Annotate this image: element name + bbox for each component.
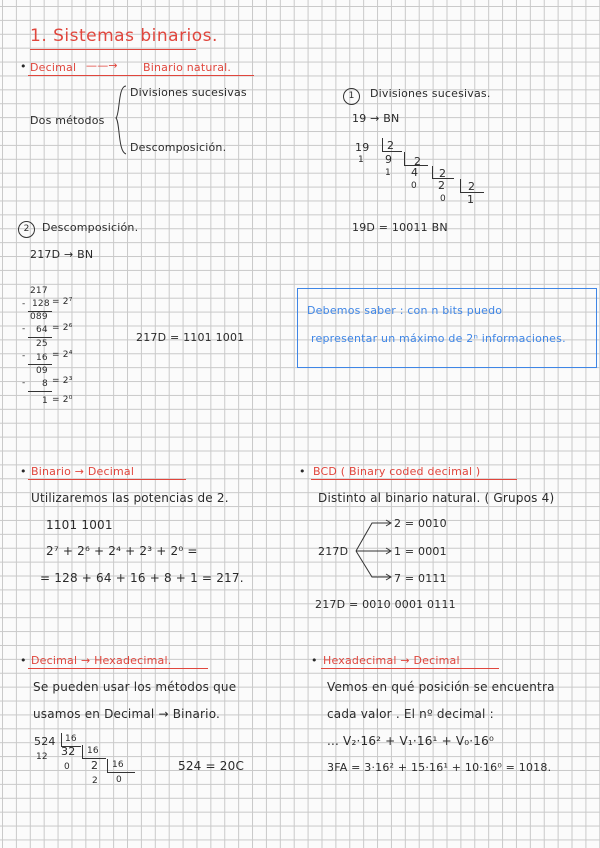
s4-result: 524 = 20C	[178, 759, 245, 773]
div-s1: 2	[387, 139, 395, 152]
s4-heading: Decimal → Hexadecimal.	[31, 654, 172, 667]
div-s3: 2	[439, 167, 447, 180]
desc-089: 089	[30, 312, 48, 322]
div-d3: 4	[411, 166, 419, 179]
page-title: 1. Sistemas binarios.	[30, 26, 218, 46]
desc-pow7: = 2⁷	[52, 297, 73, 307]
s4-bar-v2	[82, 745, 83, 759]
s2-underline	[28, 479, 186, 480]
s5-heading: Hexadecimal → Decimal	[323, 654, 460, 667]
div-d4: 2	[438, 179, 446, 192]
s2-heading: Binario → Decimal	[31, 465, 135, 478]
s3-out-3: 7 = 0111	[394, 572, 447, 585]
s4-q: 0	[116, 775, 122, 785]
s5-line-4: 3FA = 3·16² + 15·16¹ + 10·16⁰ = 1018.	[327, 761, 552, 774]
desc-pow4: = 2⁴	[52, 350, 73, 360]
circle-number-2: 2	[18, 221, 35, 238]
title-underline	[30, 49, 196, 50]
div-d1: 19	[355, 141, 370, 154]
metodo-2: Descomposición.	[130, 141, 227, 154]
div-s4: 2	[468, 180, 476, 193]
s4-r1: 12	[36, 752, 48, 762]
div-s2: 2	[414, 155, 422, 168]
s3-bullet: •	[299, 465, 306, 478]
div-d2: 9	[385, 153, 393, 166]
dos-metodos: Dos métodos	[30, 114, 105, 127]
desc-09: 09	[36, 366, 48, 376]
note-box	[297, 288, 597, 368]
s4-d1: 524	[34, 735, 56, 748]
s5-line-3: ... V₂·16² + V₁·16¹ + V₀·16⁰	[327, 734, 494, 748]
desc-pow0: = 2⁰	[52, 395, 73, 405]
div-bar-v2	[404, 152, 405, 166]
desc-heading: Descomposición.	[42, 221, 139, 234]
circle-number-1: 1	[343, 88, 360, 105]
desc-minus-2: -	[22, 324, 26, 334]
div-q: 1	[467, 193, 475, 206]
desc-example: 217D → BN	[30, 248, 94, 261]
s3-heading: BCD ( Binary coded decimal )	[313, 465, 481, 478]
desc-128: 128	[32, 299, 50, 309]
s5-line-1: Vemos en qué posición se encuentra	[327, 680, 555, 694]
desc-minus-4: -	[22, 378, 26, 388]
s4-d2: 32	[61, 745, 76, 758]
s3-out-1: 2 = 0010	[394, 517, 447, 530]
s1-bullet: •	[20, 60, 27, 73]
div-result: 19D = 10011 BN	[352, 221, 448, 234]
note-line-1: Debemos saber : con n bits puedo	[307, 304, 503, 317]
s5-underline	[321, 668, 499, 669]
div-example: 19 → BN	[352, 112, 400, 125]
metodo-1: Divisiones sucesivas	[130, 86, 247, 99]
s5-bullet: •	[311, 654, 318, 667]
s4-line-1: Se pueden usar los métodos que	[33, 680, 237, 694]
div-bar-h1	[382, 151, 402, 152]
s3-result: 217D = 0010 0001 0111	[315, 598, 456, 611]
s1-arrow: ——→	[86, 59, 118, 72]
s4-r2: 0	[64, 762, 70, 772]
div-r3: 0	[411, 181, 417, 191]
brace	[110, 84, 130, 156]
s2-line-2: 1101 1001	[46, 518, 113, 532]
s4-underline	[28, 668, 208, 669]
desc-minus-1: -	[22, 299, 26, 309]
desc-result: 217D = 1101 1001	[136, 331, 245, 344]
s1-to: Binario natural.	[143, 61, 232, 74]
s4-s1: 16	[65, 734, 77, 744]
s4-bullet: •	[20, 654, 27, 667]
s3-out-2: 1 = 0001	[394, 545, 447, 558]
desc-1: 1	[42, 396, 48, 406]
div-heading: Divisiones sucesivas.	[370, 87, 491, 100]
desc-217: 217	[30, 286, 48, 296]
s3-underline	[311, 479, 517, 480]
s1-underline	[28, 75, 254, 76]
desc-line-2	[28, 337, 52, 338]
div-r2: 1	[385, 168, 391, 178]
div-r4: 0	[440, 194, 446, 204]
s2-line-1: Utilizaremos las potencias de 2.	[31, 491, 229, 505]
div-bar-v1	[382, 138, 383, 152]
desc-pow3: = 2³	[52, 376, 73, 386]
s4-bar-h3	[107, 772, 135, 773]
div-r1: 1	[358, 155, 364, 165]
desc-line-3	[28, 364, 52, 365]
s4-r3: 2	[92, 776, 98, 786]
s3-source: 217D	[318, 545, 349, 558]
note-line-2: representar un máximo de 2ⁿ informaciones.	[311, 332, 566, 345]
s4-line-2: usamos en Decimal → Binario.	[33, 707, 221, 721]
s3-line-1: Distinto al binario natural. ( Grupos 4)	[318, 491, 555, 505]
s2-line-3: 2⁷ + 2⁶ + 2⁴ + 2³ + 2⁰ =	[46, 544, 198, 558]
desc-line-4	[28, 391, 52, 392]
desc-8: 8	[42, 379, 48, 389]
s4-d3: 2	[91, 759, 99, 772]
s1-from: Decimal	[30, 61, 77, 74]
desc-minus-3: -	[22, 351, 26, 361]
s2-line-4: = 128 + 64 + 16 + 8 + 1 = 217.	[40, 571, 244, 585]
s4-s3: 16	[112, 760, 124, 770]
desc-64: 64	[36, 325, 48, 335]
div-bar-v4	[460, 179, 461, 193]
s4-s2: 16	[87, 746, 99, 756]
s2-bullet: •	[20, 465, 27, 478]
desc-25: 25	[36, 339, 48, 349]
desc-16: 16	[36, 353, 48, 363]
s5-line-2: cada valor . El nº decimal :	[327, 707, 494, 721]
desc-pow6: = 2⁶	[52, 323, 73, 333]
s4-bar-v3	[107, 759, 108, 773]
